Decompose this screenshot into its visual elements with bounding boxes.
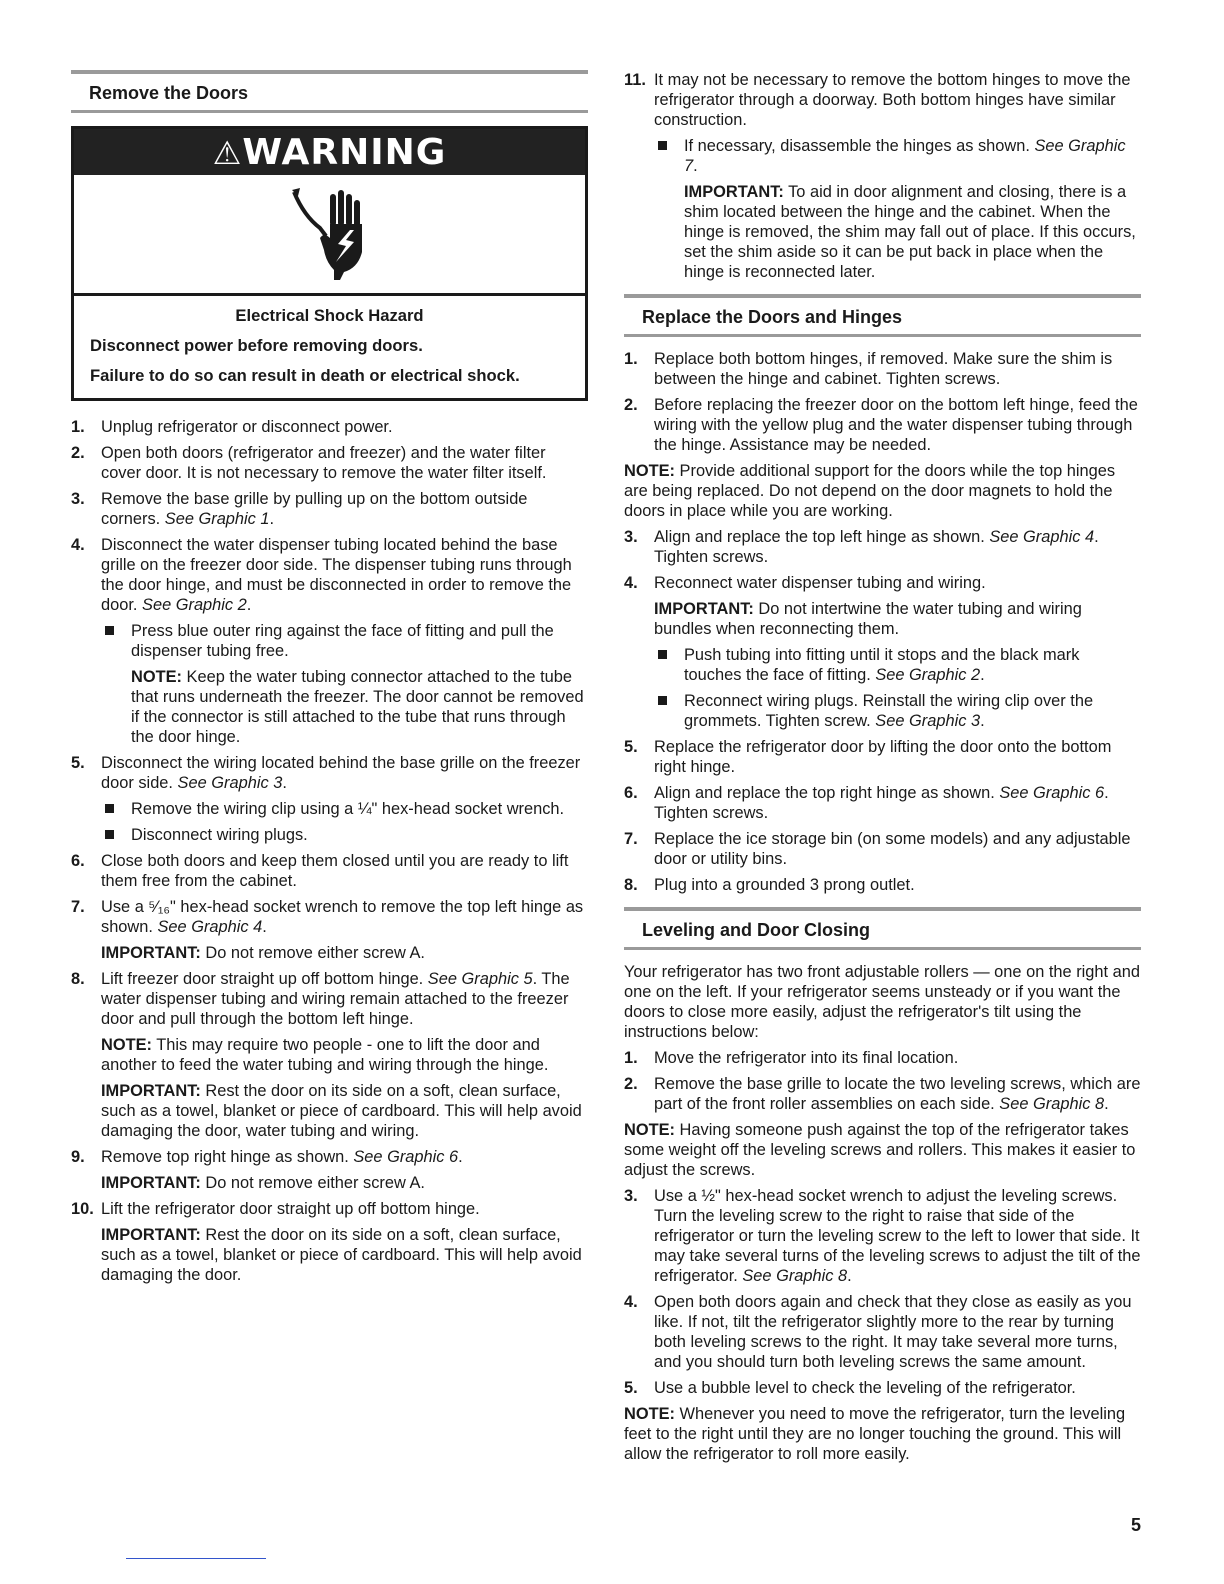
section-title-replace-doors: Replace the Doors and Hinges bbox=[624, 294, 1141, 337]
leveling-note-2: NOTE: Whenever you need to move the refrigerator, turn the leveling feet to the right until they are no longer touching the ground. This will allow the refrigerator to roll more easily. bbox=[624, 1405, 1126, 1463]
leveling-step-1: 1. Move the refrigerator into its final location. bbox=[624, 1049, 959, 1067]
warning-box bbox=[71, 126, 588, 401]
step-5-bullet-1: Remove the wiring clip using a ¼" hex-head socket wrench. bbox=[101, 799, 588, 819]
leveling-note-1: NOTE: Having someone push against the top of the refrigerator takes some weight off the leveling screws and rollers. This makes it easier to adjust the screws. bbox=[624, 1121, 1136, 1179]
graphic-ref: See Graphic 4 bbox=[157, 918, 263, 936]
replace-steps bbox=[624, 349, 1141, 455]
left-column bbox=[71, 70, 588, 1291]
graphic-ref: See Graphic 4 bbox=[989, 528, 1095, 546]
bullet-square-icon bbox=[658, 696, 667, 705]
replace-step-3: 3. Align and replace the top left hinge as shown. See Graphic 4. Tighten screws. bbox=[624, 528, 1099, 566]
graphic-ref: See Graphic 6 bbox=[999, 784, 1105, 802]
step-11: 11. It may not be necessary to remove the bottom hinges to move the refrigerator through a doorway. Both bottom hinges have similar construction. If necessary, disassemble the hinges as shown. See Graphic 7. IMPORTANT: To aid in door alignment and closing, there is a shim located between the hinge and the cabinet. When the hinge is removed, the shim may fall out of place. If this occurs, set the shim aside so it can be put back in place when the hinge is reconnected later. bbox=[624, 70, 1141, 282]
step-9: 9. Remove top right hinge as shown. See Graphic 6. IMPORTANT: Do not remove either screw A. bbox=[71, 1148, 463, 1192]
step-6: 6. Close both doors and keep them closed until you are ready to lift them free from the cabinet. bbox=[71, 852, 569, 890]
graphic-ref: See Graphic 1 bbox=[164, 510, 270, 528]
step-7: 7. Use a ⁵⁄₁₆" hex-head socket wrench to remove the top left hinge as shown. See Graphic 4. IMPORTANT: Do not remove either screw A. bbox=[71, 898, 584, 962]
step-8: 8. Lift freezer door straight up off bottom hinge. See Graphic 5. The water dispenser tubing and wiring remain attached to the freezer door and pull through the bottom left hinge. NOTE: This may require two people - one to lift the door and another to feed the water tubing and wiring through the hinge. IMPORTANT: Rest the door on its side on a soft, clean surface, such as a towel, blanket or piece of cardboard. This will help avoid damaging the door, water tubing and wiring. bbox=[71, 970, 582, 1140]
graphic-ref: See Graphic 8 bbox=[999, 1095, 1105, 1113]
section-title-leveling: Leveling and Door Closing bbox=[624, 907, 1141, 950]
warning-title: WARNING bbox=[242, 132, 447, 173]
graphic-ref: See Graphic 2 bbox=[142, 596, 247, 614]
replace-note: NOTE: Provide additional support for the doors while the top hinges are being replaced. Do not depend on the door magnets to hold the doors in place while you are working. bbox=[624, 462, 1116, 520]
step-1: 1. Unplug refrigerator or disconnect power. bbox=[71, 418, 393, 436]
step-5-bullet-2: Disconnect wiring plugs. bbox=[101, 825, 588, 845]
page-number: 5 bbox=[1131, 1515, 1142, 1535]
replace-step-4-bullet-1: Push tubing into fitting until it stops and the black mark touches the face of fitting. See Graphic 2. bbox=[654, 645, 1141, 685]
warning-line-1: Disconnect power before removing doors. bbox=[90, 336, 423, 355]
remove-steps-continued bbox=[624, 70, 1141, 282]
step-11-bullet: If necessary, disassemble the hinges as shown. See Graphic 7. IMPORTANT: To aid in door alignment and closing, there is a shim located between the hinge and the cabinet. When the hinge is removed, the shim may fall out of place. If this occurs, set the shim aside so it can be put back in place when the hinge is reconnected later. bbox=[654, 136, 1141, 282]
bullet-square-icon bbox=[105, 830, 114, 839]
leveling-steps bbox=[624, 1048, 1141, 1114]
replace-step-5: 5. Replace the refrigerator door by lifting the door onto the bottom right hinge. bbox=[624, 738, 1112, 776]
leveling-steps-2 bbox=[624, 1186, 1141, 1398]
graphic-ref: See Graphic 8 bbox=[742, 1267, 848, 1285]
leveling-step-5: 5. Use a bubble level to check the leveling of the refrigerator. bbox=[624, 1379, 1076, 1397]
graphic-ref: See Graphic 7 bbox=[684, 137, 1126, 175]
replace-step-6: 6. Align and replace the top right hinge as shown. See Graphic 6. Tighten screws. bbox=[624, 784, 1109, 822]
graphic-ref: See Graphic 5 bbox=[427, 970, 533, 988]
replace-step-4: 4. Reconnect water dispenser tubing and wiring. IMPORTANT: Do not intertwine the water tubing and wiring bundles when reconnecting them. Push tubing into fitting until it stops and the black mark touches the face of fitting. See Graphic 2. Reconnect wiring plugs. Reinstall the wiring clip over the grommets. Tighten screw. See Graphic 3. bbox=[624, 573, 1141, 731]
replace-step-1: 1. Replace both bottom hinges, if removed. Make sure the shim is between the hinge and cabinet. Tighten screws. bbox=[624, 350, 1113, 388]
leveling-step-3: 3. Use a ½" hex-head socket wrench to adjust the leveling screws. Turn the leveling screw to the right to raise that side of the refrigerator or turn the leveling screw to the left to lower that side. It may take several turns of the leveling screws to adjust the tilt of the refrigerator. See Graphic 8. bbox=[624, 1187, 1141, 1285]
right-column bbox=[624, 70, 1141, 1470]
replace-step-7: 7. Replace the ice storage bin (on some models) and any adjustable door or utility bins. bbox=[624, 830, 1131, 868]
step-2: 2. Open both doors (refrigerator and freezer) and the water filter cover door. It is not necessary to remove the water filter itself. bbox=[71, 444, 547, 482]
warning-triangle-icon: ⚠ bbox=[212, 134, 243, 172]
remove-steps bbox=[71, 417, 588, 1285]
leveling-step-4: 4. Open both doors again and check that they close as easily as you like. If not, tilt the refrigerator slightly more to the rear by turning both leveling screws to the right. It may take several more turns, and you should turn both leveling screws the same amount. bbox=[624, 1293, 1132, 1371]
electrical-shock-icon bbox=[74, 175, 585, 296]
bullet-square-icon bbox=[105, 804, 114, 813]
graphic-ref: See Graphic 3 bbox=[177, 774, 283, 792]
leveling-intro: Your refrigerator has two front adjustable rollers — one on the right and one on the left. If your refrigerator seems unsteady or if you want the doors to close more easily, adjust the refrigerator's tilt using the instructions below: bbox=[624, 963, 1140, 1041]
replace-steps-2 bbox=[624, 527, 1141, 895]
replace-step-4-bullet-2: Reconnect wiring plugs. Reinstall the wiring clip over the grommets. Tighten screw. See Graphic 3. bbox=[654, 691, 1141, 731]
bullet-square-icon bbox=[105, 626, 114, 635]
section-title-remove-doors: Remove the Doors bbox=[71, 70, 588, 113]
leveling-step-2: 2. Remove the base grille to locate the two leveling screws, which are part of the front roller assemblies on each side. See Graphic 8. bbox=[624, 1075, 1141, 1113]
warning-header bbox=[74, 129, 585, 175]
graphic-ref: See Graphic 6 bbox=[353, 1148, 459, 1166]
step-5: 5. Disconnect the wiring located behind the base grille on the freezer door side. See Graphic 3. Remove the wiring clip using a ¼" hex-head socket wrench. Disconnect wiring plugs. bbox=[71, 753, 588, 845]
graphic-ref: See Graphic 2 bbox=[875, 666, 981, 684]
warning-text bbox=[74, 296, 585, 398]
replace-step-2: 2. Before replacing the freezer door on the bottom left hinge, feed the wiring with the yellow plug and the water dispenser tubing through the hinge. Assistance may be needed. bbox=[624, 396, 1138, 454]
replace-step-8: 8. Plug into a grounded 3 prong outlet. bbox=[624, 876, 915, 894]
footer-divider bbox=[126, 1558, 266, 1559]
bullet-square-icon bbox=[658, 650, 667, 659]
step-3: 3. Remove the base grille by pulling up on the bottom outside corners. See Graphic 1. bbox=[71, 490, 528, 528]
step-4-bullet: Press blue outer ring against the face of fitting and pull the dispenser tubing free. NOTE: Keep the water tubing connector attached to the tube that runs underneath the freezer. The door cannot be removed if the connector is still attached to the tube that runs through the door hinge. bbox=[101, 621, 588, 747]
step-4: 4. Disconnect the water dispenser tubing located behind the base grille on the freezer door side. The dispenser tubing runs through the door hinge, and must be disconnected in order to remove the door. See Graphic 2. Press blue outer ring against the face of fitting and pull the dispenser tubing free. NOTE: Keep the water tubing connector attached to the tube that runs underneath the freezer. The door cannot be removed if the connector is still attached to the tube that runs through the door hinge. bbox=[71, 535, 588, 747]
warning-hazard: Electrical Shock Hazard bbox=[235, 306, 424, 325]
bullet-square-icon bbox=[658, 141, 667, 150]
warning-line-2: Failure to do so can result in death or electrical shock. bbox=[90, 366, 520, 385]
graphic-ref: See Graphic 3 bbox=[875, 712, 981, 730]
step-10: 10. Lift the refrigerator door straight up off bottom hinge. IMPORTANT: Rest the door on its side on a soft, clean surface, such as a towel, blanket or piece of cardboard. This will help avoid damaging the door. bbox=[71, 1200, 582, 1284]
